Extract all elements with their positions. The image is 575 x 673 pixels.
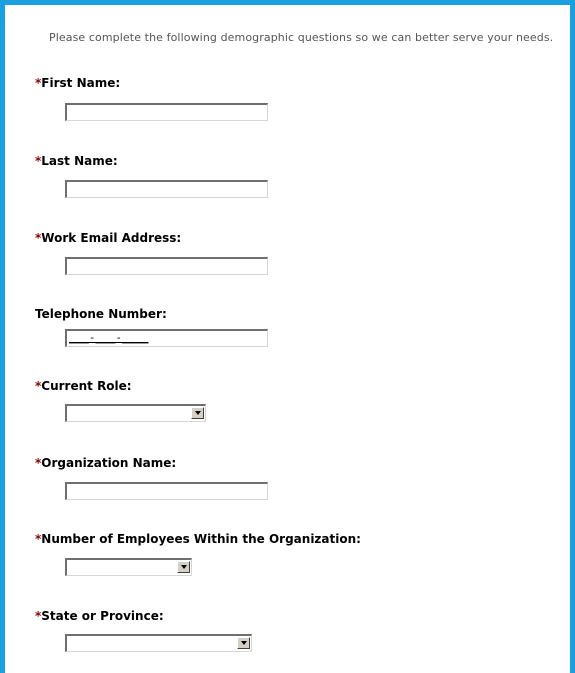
num-employees-label [35, 532, 361, 546]
work-email-label [35, 231, 181, 245]
telephone-input[interactable] [65, 329, 268, 347]
current-role-select[interactable] [65, 404, 206, 422]
state-province-label [35, 609, 164, 623]
first-name-label-text: First Name: [41, 76, 121, 90]
required-marker: * [35, 76, 42, 90]
required-marker: * [35, 231, 42, 245]
work-email-label-text: Work Email Address: [41, 231, 182, 245]
chevron-down-icon[interactable] [237, 637, 250, 649]
telephone-mask: ___-___-____ [69, 331, 149, 344]
organization-name-label-text: Organization Name: [41, 456, 177, 470]
current-role-label-text: Current Role: [41, 379, 132, 393]
last-name-label [35, 154, 118, 168]
first-name-input[interactable] [65, 103, 268, 121]
last-name-label-text: Last Name: [41, 154, 118, 168]
intro-text: Please complete the following demographic questions so we can better serve your needs. [49, 31, 554, 44]
required-marker: * [35, 379, 42, 393]
num-employees-select[interactable] [65, 558, 192, 576]
required-marker: * [35, 154, 42, 168]
chevron-down-icon[interactable] [191, 407, 204, 419]
organization-name-label [35, 456, 176, 470]
work-email-input[interactable] [65, 257, 268, 275]
num-employees-label-text: Number of Employees Within the Organization: [41, 532, 361, 546]
first-name-label [35, 76, 120, 90]
chevron-down-icon[interactable] [177, 561, 190, 573]
telephone-label: Telephone Number: [35, 307, 167, 321]
last-name-input[interactable] [65, 180, 268, 198]
required-marker: * [35, 609, 42, 623]
state-province-label-text: State or Province: [41, 609, 164, 623]
required-marker: * [35, 532, 42, 546]
required-marker: * [35, 456, 42, 470]
organization-name-input[interactable] [65, 482, 268, 500]
state-province-select[interactable] [65, 634, 252, 652]
current-role-label [35, 379, 132, 393]
